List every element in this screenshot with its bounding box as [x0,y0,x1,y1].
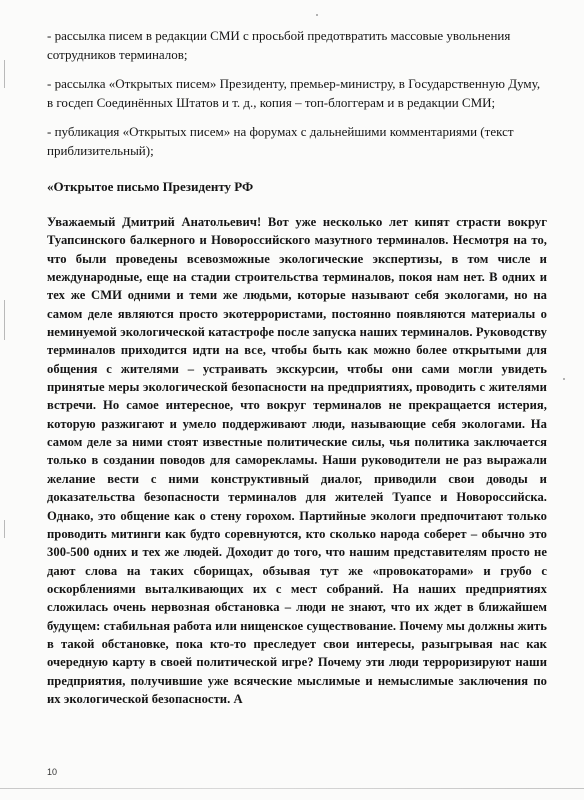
bullet-item: - публикация «Открытых писем» на форумах с дальнейшими комментариями (текст приблизительный); [47,124,514,158]
page-number: 10 [47,767,58,777]
scan-speck [316,14,318,16]
scan-speck [563,378,565,380]
scan-margin-mark [4,300,5,340]
letter-body: Уважаемый Дмитрий Анатольевич! Вот уже несколько лет кипят страсти вокруг Туапсинского балкерного и Новороссийского мазутного терминалов. Несмотря на то, что были проведены всевозможные экологические экспертизы, в том числе и международные, еще на стадии строительства терминалов, покоя нам нет. В одних и тех же СМИ одними и теми же людьми, которые называют себя экологами, но на самом деле являются просто экотеррористами, постоянно появляются материалы о неминуемой экологической катастрофе после запуска наших терминалов. Руководству терминалов приходится идти на все, чтобы быть как можно более открытыми для общения с жителями – устраивать экскурсии, чтобы они сами могли увидеть принятые меры экологической безопасности на предприятиях, проводить с жителями встречи. Но самое интересное, что вокруг терминалов не прекращается истерия, которую разжигают и умело поддерживают люди, называющие себя экологами. На самом деле за ними стоят известные политические силы, чья политика заключается только в создании поводов для саморекламы. Наши руководители не раз выражали желание вести с ними конструктивный диалог, приводили свои доводы и доказательства безопасности терминалов для жителей Туапсе и Новороссийска. Однако, это общение как о стену горохом. Партийные экологи предпочитают только проводить митинги как будто соревнуются, кто сколько народа соберет – обычно это 300-500 одних и тех же людей. Доходит до того, что нашим представителям просто не дают слова на таких сборищах, обзывая тут же «провокаторами» и грубо с оскорблениями выталкивающих их с мест собраний. На наших предприятиях сложилась очень нервозная обстановка – люди не знают, что их ждет в ближайшем будущем: стабильная работа или нищенское существование. Почему мы должны жить в такой обстановке, пока кто-то преследует свои интересы, разыгрывая нас как очередную карту в своей политической игре? Почему эти люди терроризируют наши предприятия, получившие уже всяческие мыслимые и немыслимые заключения по их экологической безопасности. А [47,215,547,706]
scan-margin-mark [4,60,5,88]
scan-margin-mark [4,520,5,538]
letter-heading: «Открытое письмо Президенту РФ [47,179,254,194]
bullet-item: - рассылка «Открытых писем» Президенту, премьер-министру, в Государственную Думу, в госдеп Соединённых Штатов и т. д., копия – топ-блоггерам и в редакции СМИ; [47,76,541,110]
scan-bottom-edge [0,788,584,789]
bullet-item: - рассылка писем в редакции СМИ с просьбой предотвратить массовые увольнения сотрудников терминалов; [47,28,511,62]
document-body [47,27,547,708]
